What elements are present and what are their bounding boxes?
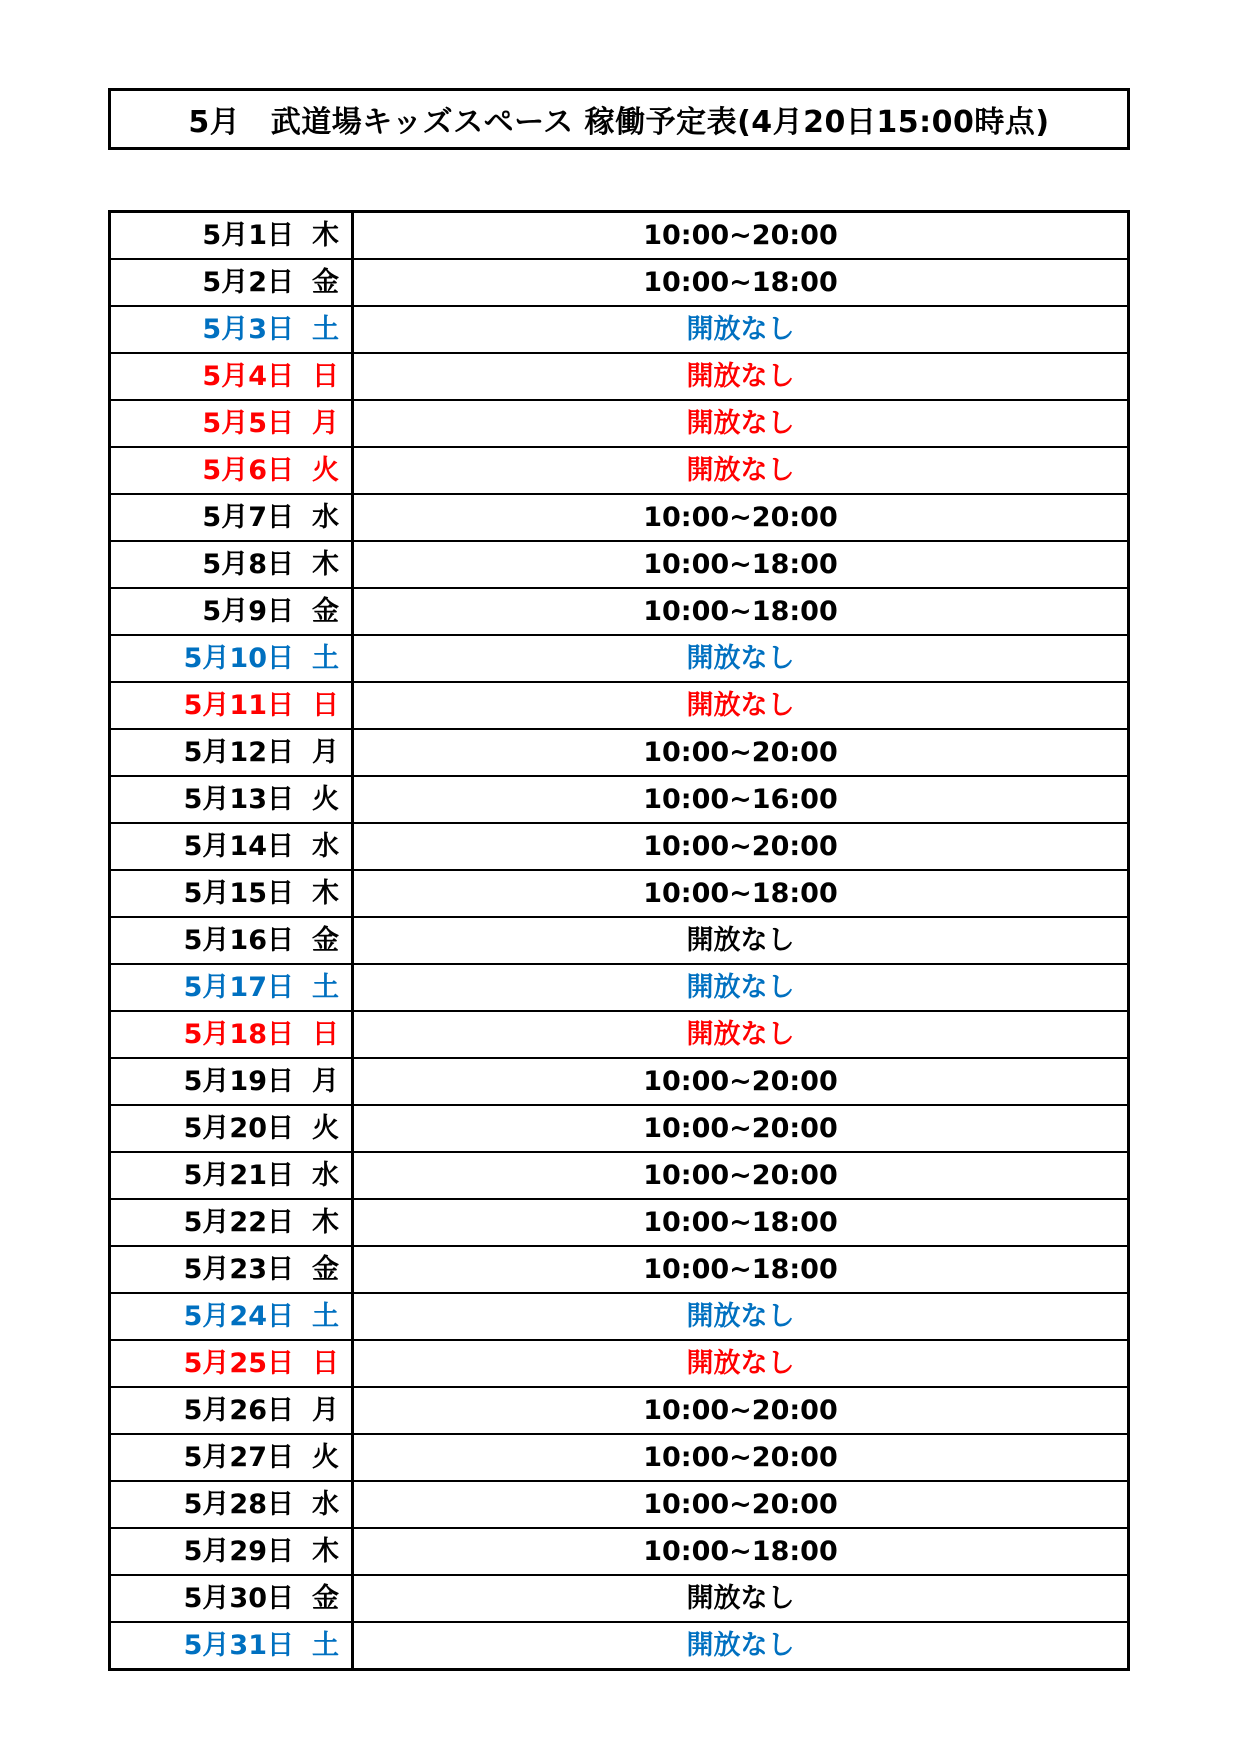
hours-label: 開放なし (686, 972, 795, 1003)
hours-cell (353, 870, 1129, 917)
table-row (110, 1434, 1129, 1481)
date-label: 5月22日 (183, 1207, 294, 1238)
date-label: 5月28日 (183, 1489, 294, 1520)
date-cell (110, 541, 353, 588)
hours-label: 10:00~20:00 (643, 1066, 838, 1097)
table-row (110, 823, 1129, 870)
date-cell (110, 1199, 353, 1246)
hours-cell (353, 447, 1129, 494)
date-label: 5月11日 (183, 690, 294, 721)
hours-label: 10:00~18:00 (643, 267, 838, 298)
hours-label: 10:00~16:00 (643, 784, 838, 815)
hours-cell (353, 306, 1129, 353)
table-row (110, 541, 1129, 588)
date-cell (110, 1481, 353, 1528)
date-cell (110, 259, 353, 306)
table-row (110, 259, 1129, 306)
weekday-label: 金 (312, 596, 339, 627)
table-row (110, 776, 1129, 823)
table-row (110, 1246, 1129, 1293)
date-cell (110, 1293, 353, 1340)
weekday-label: 日 (312, 1348, 339, 1379)
table-row (110, 1528, 1129, 1575)
table-row (110, 682, 1129, 729)
hours-cell (353, 1246, 1129, 1293)
date-cell (110, 306, 353, 353)
weekday-label: 水 (312, 502, 339, 533)
date-cell (110, 729, 353, 776)
table-row (110, 1058, 1129, 1105)
hours-label: 10:00~18:00 (643, 549, 838, 580)
page-title (108, 88, 1130, 150)
weekday-label: 土 (312, 314, 339, 345)
hours-label: 10:00~18:00 (643, 1207, 838, 1238)
weekday-label: 金 (312, 1254, 339, 1285)
date-label: 5月31日 (183, 1630, 294, 1661)
date-cell (110, 1011, 353, 1058)
hours-cell (353, 212, 1129, 260)
weekday-label: 木 (312, 549, 339, 580)
hours-label: 10:00~20:00 (643, 737, 838, 768)
date-label: 5月19日 (183, 1066, 294, 1097)
hours-label: 開放なし (686, 1301, 795, 1332)
hours-label: 10:00~20:00 (643, 831, 838, 862)
date-cell (110, 212, 353, 260)
date-label: 5月21日 (183, 1160, 294, 1191)
hours-label: 開放なし (686, 925, 795, 956)
date-label: 5月18日 (183, 1019, 294, 1050)
date-label: 5月16日 (183, 925, 294, 956)
date-cell (110, 823, 353, 870)
hours-label: 開放なし (686, 314, 795, 345)
date-cell (110, 400, 353, 447)
date-cell (110, 1152, 353, 1199)
date-label: 5月27日 (183, 1442, 294, 1473)
weekday-label: 日 (312, 1019, 339, 1050)
date-label: 5月7日 (202, 502, 294, 533)
hours-cell (353, 541, 1129, 588)
table-row (110, 494, 1129, 541)
weekday-label: 火 (312, 1113, 339, 1144)
table-row (110, 1340, 1129, 1387)
date-label: 5月17日 (183, 972, 294, 1003)
weekday-label: 月 (312, 1066, 339, 1097)
hours-cell (353, 1293, 1129, 1340)
date-cell (110, 353, 353, 400)
table-row (110, 1481, 1129, 1528)
weekday-label: 金 (312, 925, 339, 956)
weekday-label: 水 (312, 831, 339, 862)
table-row (110, 1622, 1129, 1670)
table-row (110, 1152, 1129, 1199)
date-cell (110, 1622, 353, 1670)
weekday-label: 土 (312, 1630, 339, 1661)
hours-label: 10:00~20:00 (643, 1113, 838, 1144)
hours-label: 10:00~18:00 (643, 1536, 838, 1567)
weekday-label: 土 (312, 972, 339, 1003)
hours-label: 10:00~20:00 (643, 220, 838, 251)
date-cell (110, 1434, 353, 1481)
date-cell (110, 447, 353, 494)
date-label: 5月8日 (202, 549, 294, 580)
table-row (110, 1011, 1129, 1058)
date-label: 5月25日 (183, 1348, 294, 1379)
date-label: 5月1日 (202, 220, 294, 251)
date-label: 5月10日 (183, 643, 294, 674)
weekday-label: 木 (312, 1207, 339, 1238)
hours-cell (353, 776, 1129, 823)
date-label: 5月24日 (183, 1301, 294, 1332)
table-row (110, 1105, 1129, 1152)
hours-cell (353, 729, 1129, 776)
table-row (110, 447, 1129, 494)
hours-cell (353, 494, 1129, 541)
table-row (110, 588, 1129, 635)
date-cell (110, 1058, 353, 1105)
date-label: 5月3日 (202, 314, 294, 345)
weekday-label: 水 (312, 1489, 339, 1520)
date-cell (110, 1575, 353, 1622)
date-label: 5月29日 (183, 1536, 294, 1567)
hours-label: 開放なし (686, 1583, 795, 1614)
date-label: 5月23日 (183, 1254, 294, 1285)
hours-cell (353, 353, 1129, 400)
hours-cell (353, 964, 1129, 1011)
hours-label: 10:00~20:00 (643, 1442, 838, 1473)
weekday-label: 火 (312, 784, 339, 815)
weekday-label: 月 (312, 408, 339, 439)
hours-label: 開放なし (686, 1019, 795, 1050)
date-cell (110, 682, 353, 729)
hours-label: 開放なし (686, 361, 795, 392)
date-cell (110, 917, 353, 964)
date-cell (110, 1105, 353, 1152)
hours-cell (353, 588, 1129, 635)
date-label: 5月14日 (183, 831, 294, 862)
date-label: 5月2日 (202, 267, 294, 298)
table-row (110, 870, 1129, 917)
date-cell (110, 1340, 353, 1387)
weekday-label: 日 (312, 690, 339, 721)
hours-label: 開放なし (686, 408, 795, 439)
date-label: 5月13日 (183, 784, 294, 815)
table-row (110, 1387, 1129, 1434)
hours-cell (353, 1058, 1129, 1105)
hours-cell (353, 1481, 1129, 1528)
table-row (110, 306, 1129, 353)
page-title-text: 5月 武道場キッズスペース 稼働予定表(4月20日15:00時点) (188, 105, 1050, 140)
weekday-label: 日 (312, 361, 339, 392)
hours-cell (353, 1340, 1129, 1387)
date-cell (110, 494, 353, 541)
date-cell (110, 776, 353, 823)
hours-cell (353, 1528, 1129, 1575)
date-label: 5月20日 (183, 1113, 294, 1144)
hours-cell (353, 682, 1129, 729)
date-cell (110, 964, 353, 1011)
weekday-label: 月 (312, 737, 339, 768)
weekday-label: 木 (312, 878, 339, 909)
hours-label: 10:00~18:00 (643, 596, 838, 627)
hours-cell (353, 1575, 1129, 1622)
date-label: 5月12日 (183, 737, 294, 768)
date-label: 5月5日 (202, 408, 294, 439)
hours-label: 開放なし (686, 1630, 795, 1661)
hours-cell (353, 1434, 1129, 1481)
table-row (110, 1575, 1129, 1622)
weekday-label: 金 (312, 267, 339, 298)
table-row (110, 729, 1129, 776)
hours-label: 開放なし (686, 455, 795, 486)
hours-cell (353, 400, 1129, 447)
table-row (110, 635, 1129, 682)
date-cell (110, 635, 353, 682)
hours-label: 開放なし (686, 1348, 795, 1379)
hours-cell (353, 1152, 1129, 1199)
weekday-label: 火 (312, 1442, 339, 1473)
schedule-table (108, 210, 1130, 1671)
date-cell (110, 1246, 353, 1293)
hours-cell (353, 1622, 1129, 1670)
date-cell (110, 1528, 353, 1575)
hours-label: 10:00~18:00 (643, 1254, 838, 1285)
date-label: 5月15日 (183, 878, 294, 909)
hours-cell (353, 635, 1129, 682)
date-label: 5月9日 (202, 596, 294, 627)
table-row (110, 1199, 1129, 1246)
weekday-label: 月 (312, 1395, 339, 1426)
hours-cell (353, 259, 1129, 306)
date-label: 5月30日 (183, 1583, 294, 1614)
hours-label: 10:00~20:00 (643, 1160, 838, 1191)
hours-cell (353, 1011, 1129, 1058)
schedule-body (110, 212, 1129, 1670)
table-row (110, 917, 1129, 964)
hours-cell (353, 1105, 1129, 1152)
date-cell (110, 1387, 353, 1434)
date-cell (110, 588, 353, 635)
hours-label: 10:00~20:00 (643, 1395, 838, 1426)
table-row (110, 353, 1129, 400)
table-row (110, 1293, 1129, 1340)
weekday-label: 金 (312, 1583, 339, 1614)
weekday-label: 土 (312, 643, 339, 674)
hours-cell (353, 917, 1129, 964)
hours-label: 10:00~20:00 (643, 1489, 838, 1520)
hours-cell (353, 1199, 1129, 1246)
hours-label: 開放なし (686, 690, 795, 721)
date-cell (110, 870, 353, 917)
date-label: 5月26日 (183, 1395, 294, 1426)
weekday-label: 土 (312, 1301, 339, 1332)
hours-cell (353, 1387, 1129, 1434)
weekday-label: 木 (312, 1536, 339, 1567)
table-row (110, 212, 1129, 260)
date-label: 5月4日 (202, 361, 294, 392)
hours-label: 10:00~20:00 (643, 502, 838, 533)
weekday-label: 火 (312, 455, 339, 486)
hours-label: 開放なし (686, 643, 795, 674)
table-row (110, 400, 1129, 447)
weekday-label: 木 (312, 220, 339, 251)
table-row (110, 964, 1129, 1011)
date-label: 5月6日 (202, 455, 294, 486)
hours-label: 10:00~18:00 (643, 878, 838, 909)
weekday-label: 水 (312, 1160, 339, 1191)
hours-cell (353, 823, 1129, 870)
